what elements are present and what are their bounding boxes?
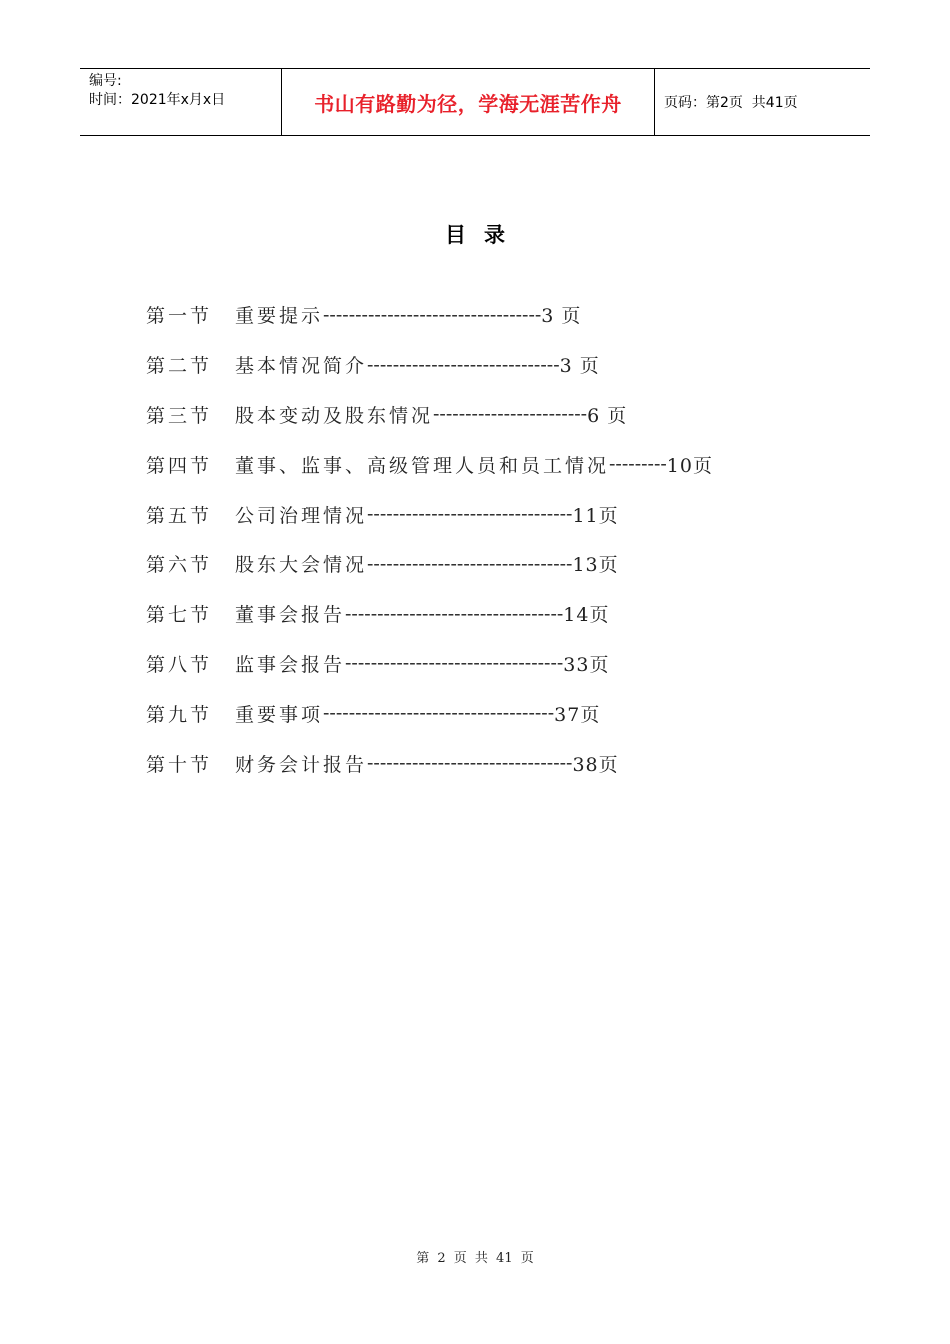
toc-entry[interactable] [146,639,786,689]
table-of-contents [146,290,786,788]
header-page-info: 页码：第2页 共41页 [664,95,798,111]
toc-entry-title: 财务会计报告 [235,753,368,776]
header-page-cell [655,69,870,135]
toc-entry-title: 董事、监事、高级管理人员和员工情况 [235,454,610,477]
toc-entry-section: 第四节 [146,454,213,477]
toc-entry[interactable] [146,539,786,589]
header-motto-cell [282,69,655,135]
toc-entry[interactable] [146,290,786,340]
toc-entry-title: 基本情况简介 [235,355,368,378]
toc-entry-page: 37页 [554,703,601,726]
toc-entry-leader: --------- [609,453,667,476]
toc-entry-page: 33页 [563,653,610,676]
toc-entry-leader: -------------------------------- [367,503,573,526]
toc-entry[interactable] [146,489,786,539]
toc-entry-section: 第九节 [146,703,213,726]
toc-entry-page: 10页 [666,454,713,477]
toc-entry-page: 3 页 [541,305,582,328]
toc-entry-section: 第七节 [146,604,213,627]
toc-entry-page: 14页 [563,604,610,627]
toc-entry-section: 第十节 [146,753,213,776]
document-time-label: 时间：2021年x月x日 [89,92,226,108]
toc-entry-section: 第二节 [146,355,213,378]
toc-entry[interactable] [146,589,786,639]
toc-entry-section: 第八节 [146,653,213,676]
toc-entry[interactable] [146,439,786,489]
page-footer: 第 2 页 共 41 页 [416,1251,534,1266]
toc-entry-leader: ---------------------------------- [345,652,564,675]
toc-entry-leader: -------------------------------- [367,752,573,775]
toc-entry-leader: ------------------------------------ [323,702,555,725]
toc-entry[interactable] [146,340,786,390]
toc-entry-page: 11页 [572,504,619,527]
toc-title: 目录 [445,222,523,247]
document-number-label: 编号: [89,73,122,89]
toc-entry-leader: ------------------------ [433,403,588,426]
toc-entry-page: 38页 [572,753,619,776]
toc-entry-leader: ------------------------------ [367,353,560,376]
toc-entry-section: 第五节 [146,504,213,527]
toc-entry-leader: -------------------------------- [367,552,573,575]
toc-entry-section: 第一节 [146,305,213,328]
toc-entry-section: 第三节 [146,404,213,427]
toc-entry-page: 13页 [572,554,619,577]
toc-entry-page: 3 页 [559,355,600,378]
toc-entry-leader: ---------------------------------- [323,303,542,326]
toc-entry[interactable] [146,390,786,440]
toc-entry-section: 第六节 [146,554,213,577]
toc-entry-leader: ---------------------------------- [345,602,564,625]
toc-entry-title: 重要事项 [235,703,324,726]
toc-entry-title: 股本变动及股东情况 [235,404,434,427]
toc-entry-title: 重要提示 [235,305,324,328]
toc-entry-title: 监事会报告 [235,653,346,676]
toc-entry-title: 公司治理情况 [235,504,368,527]
toc-entry-title: 股东大会情况 [235,554,368,577]
header-motto: 书山有路勤为径，学海无涯苦作舟 [314,91,622,116]
toc-entry[interactable] [146,688,786,738]
toc-entry-page: 6 页 [587,404,628,427]
toc-entry-title: 董事会报告 [235,604,346,627]
header-meta-cell [80,69,282,135]
toc-entry[interactable] [146,738,786,788]
page-header [80,68,870,136]
